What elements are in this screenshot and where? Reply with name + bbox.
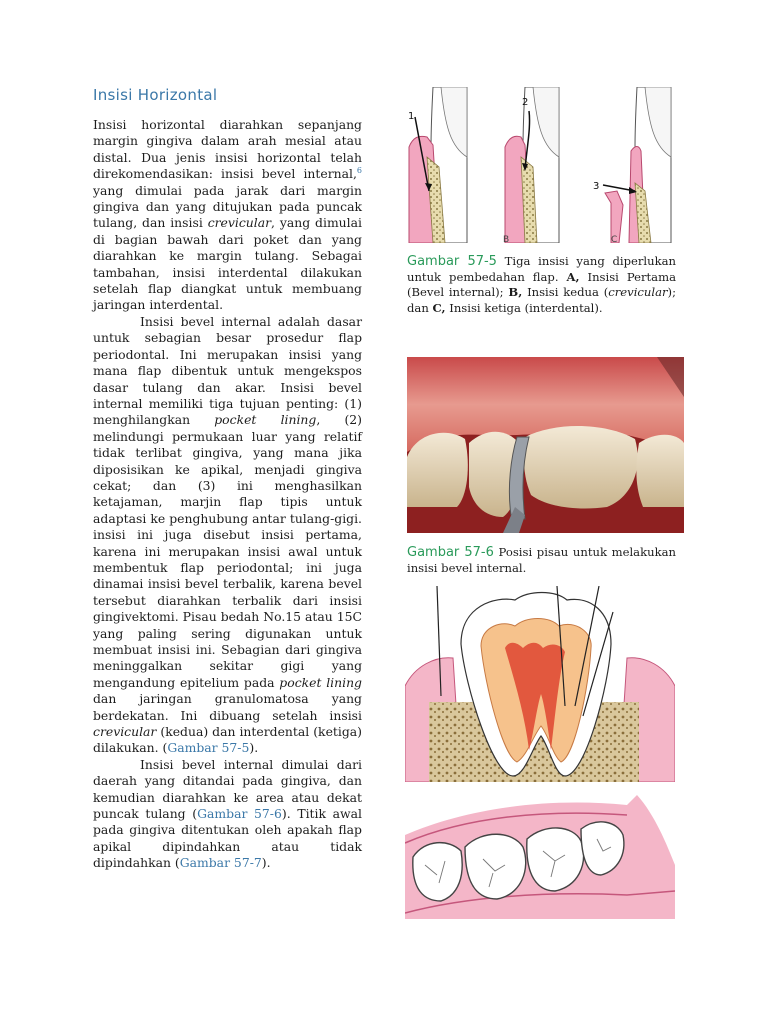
panel-b-drawing <box>505 87 559 243</box>
panel-number-3: 3 <box>593 181 600 192</box>
p2-text-a: Insisi bevel internal adalah dasar untuk sebagian besar prosedur flap periodontal. Ini merupakan insisi yang mana flap dibentuk untuk mengekspos dasar tulang dan akar. Insisi bevel internal memiliki tiga tujuan penting: (1) menghilangkan <box>93 313 362 428</box>
figure-57-5-illustration <box>405 87 677 243</box>
cap-575-crevicular: crevicular <box>608 285 668 300</box>
p3-text-c: ). <box>261 855 271 871</box>
cap-575-t1: Tiga insisi yang diperlukan untuk pembedahan flap. <box>407 254 677 284</box>
p2-text-b: , (2) melindungi permukaan luar yang relatif tidak terlibat gingiva, yang mana jika diposisikan ke apikal, menjadi gingiva cekat; dan (3) ini menghasilkan ketajaman, marjin flap tipis untuk adaptasi ke penghubung antar tulang-gigi. insisi ini juga disebut insisi pertama, karena ini merupakan insisi awal untuk membentuk flap periodontal; ini juga dinamai insisi bevel terbalik, karena bevel tersebut diarahkan terbalik dari insisi gingivektomi. Pisau bedah No.15 atau 15C yang paling sering digunakan untuk membuat insisi ini. Sebagian dari gingiva meninggalkan sekitar gigi yang mengandung epitelium pada <box>93 412 363 690</box>
figure-link-57-6[interactable]: Gambar 57-6 <box>197 806 282 822</box>
p2-text-d: (kedua) dan interdental (ketiga) dilakukan. ( <box>93 724 362 756</box>
p1-text-c: , yang dimulai di bagian bawah dari poket dan yang diarahkan ke margin tulang. Sebagai tambahan, insisi interdental dilakukan setelah flap diangkat untuk membuang jaringan interdental. <box>93 215 362 313</box>
panel-letter-b: B <box>503 235 510 243</box>
figure-link-57-7[interactable]: Gambar 57-7 <box>179 855 262 871</box>
p2-text-c: dan jaringan granulomatosa yang berdekatan. Ini dibuang setelah insisi <box>93 691 362 723</box>
paragraph-2 <box>93 314 362 757</box>
p2-text-e: ). <box>249 740 259 756</box>
p2-pocket-lining-1: pocket lining <box>214 412 317 428</box>
cap-575-t5: Insisi ketiga (interdental). <box>445 300 603 315</box>
cap-575-t2: Insisi Pertama (Bevel internal); <box>407 269 676 300</box>
figure-57-6-caption <box>407 545 676 576</box>
footnote-ref-6[interactable]: 6 <box>356 166 362 176</box>
cap-575-c: C, <box>432 300 446 315</box>
panel-letter-c: C <box>611 235 618 243</box>
figure-57-5-caption <box>407 254 676 316</box>
panel-number-2: 2 <box>522 97 529 108</box>
p1-text-b: yang dimulai pada jarak dari margin gingiva dan yang ditujukan pada puncak tulang, dan insisi <box>93 182 362 231</box>
cap-576-text: Posisi pisau untuk melakukan insisi bevel internal. <box>407 545 676 575</box>
figure-link-57-5[interactable]: Gambar 57-5 <box>167 740 250 756</box>
panel-a-drawing <box>409 87 467 243</box>
panel-c-drawing <box>603 87 671 243</box>
occlusal-view-illustration <box>405 795 675 919</box>
figure-57-6-photo <box>407 357 684 533</box>
cap-575-t4: ); dan <box>407 285 676 315</box>
caption-label-57-6: Gambar 57-6 <box>407 545 494 560</box>
p1-crevicular: crevicular <box>207 215 272 231</box>
figure-57-7-tooth-section <box>405 586 675 782</box>
p2-pocket-lining-2: pocket lining <box>279 674 362 690</box>
p3-text-b: ). Titik awal pada gingiva ditentukan oleh apakah flap apikal dipindahkan atau tidak dipindahkan ( <box>93 806 362 871</box>
cap-575-t3: Insisi kedua ( <box>522 285 609 300</box>
paragraph-3 <box>93 757 362 872</box>
panel-number-1: 1 <box>408 111 415 122</box>
p2-crevicular: crevicular <box>93 724 157 740</box>
cap-575-a: A, <box>566 269 580 284</box>
paragraph-1 <box>93 117 362 314</box>
section-heading: Insisi Horizontal <box>93 86 218 104</box>
cap-575-b: B, <box>508 285 523 300</box>
p3-text-a: Insisi bevel internal dimulai dari daerah yang ditandai pada gingiva, dan kemudian diarahkan ke area atau dekat puncak tulang ( <box>93 756 362 822</box>
caption-label-57-5: Gambar 57-5 <box>407 254 497 269</box>
body-text-column <box>93 117 362 872</box>
p1-text-a: Insisi horizontal diarahkan sepanjang margin gingiva dalam arah mesial atau distal. Dua jenis insisi horizontal telah direkomendasikan: insisi bevel internal, <box>93 117 362 182</box>
